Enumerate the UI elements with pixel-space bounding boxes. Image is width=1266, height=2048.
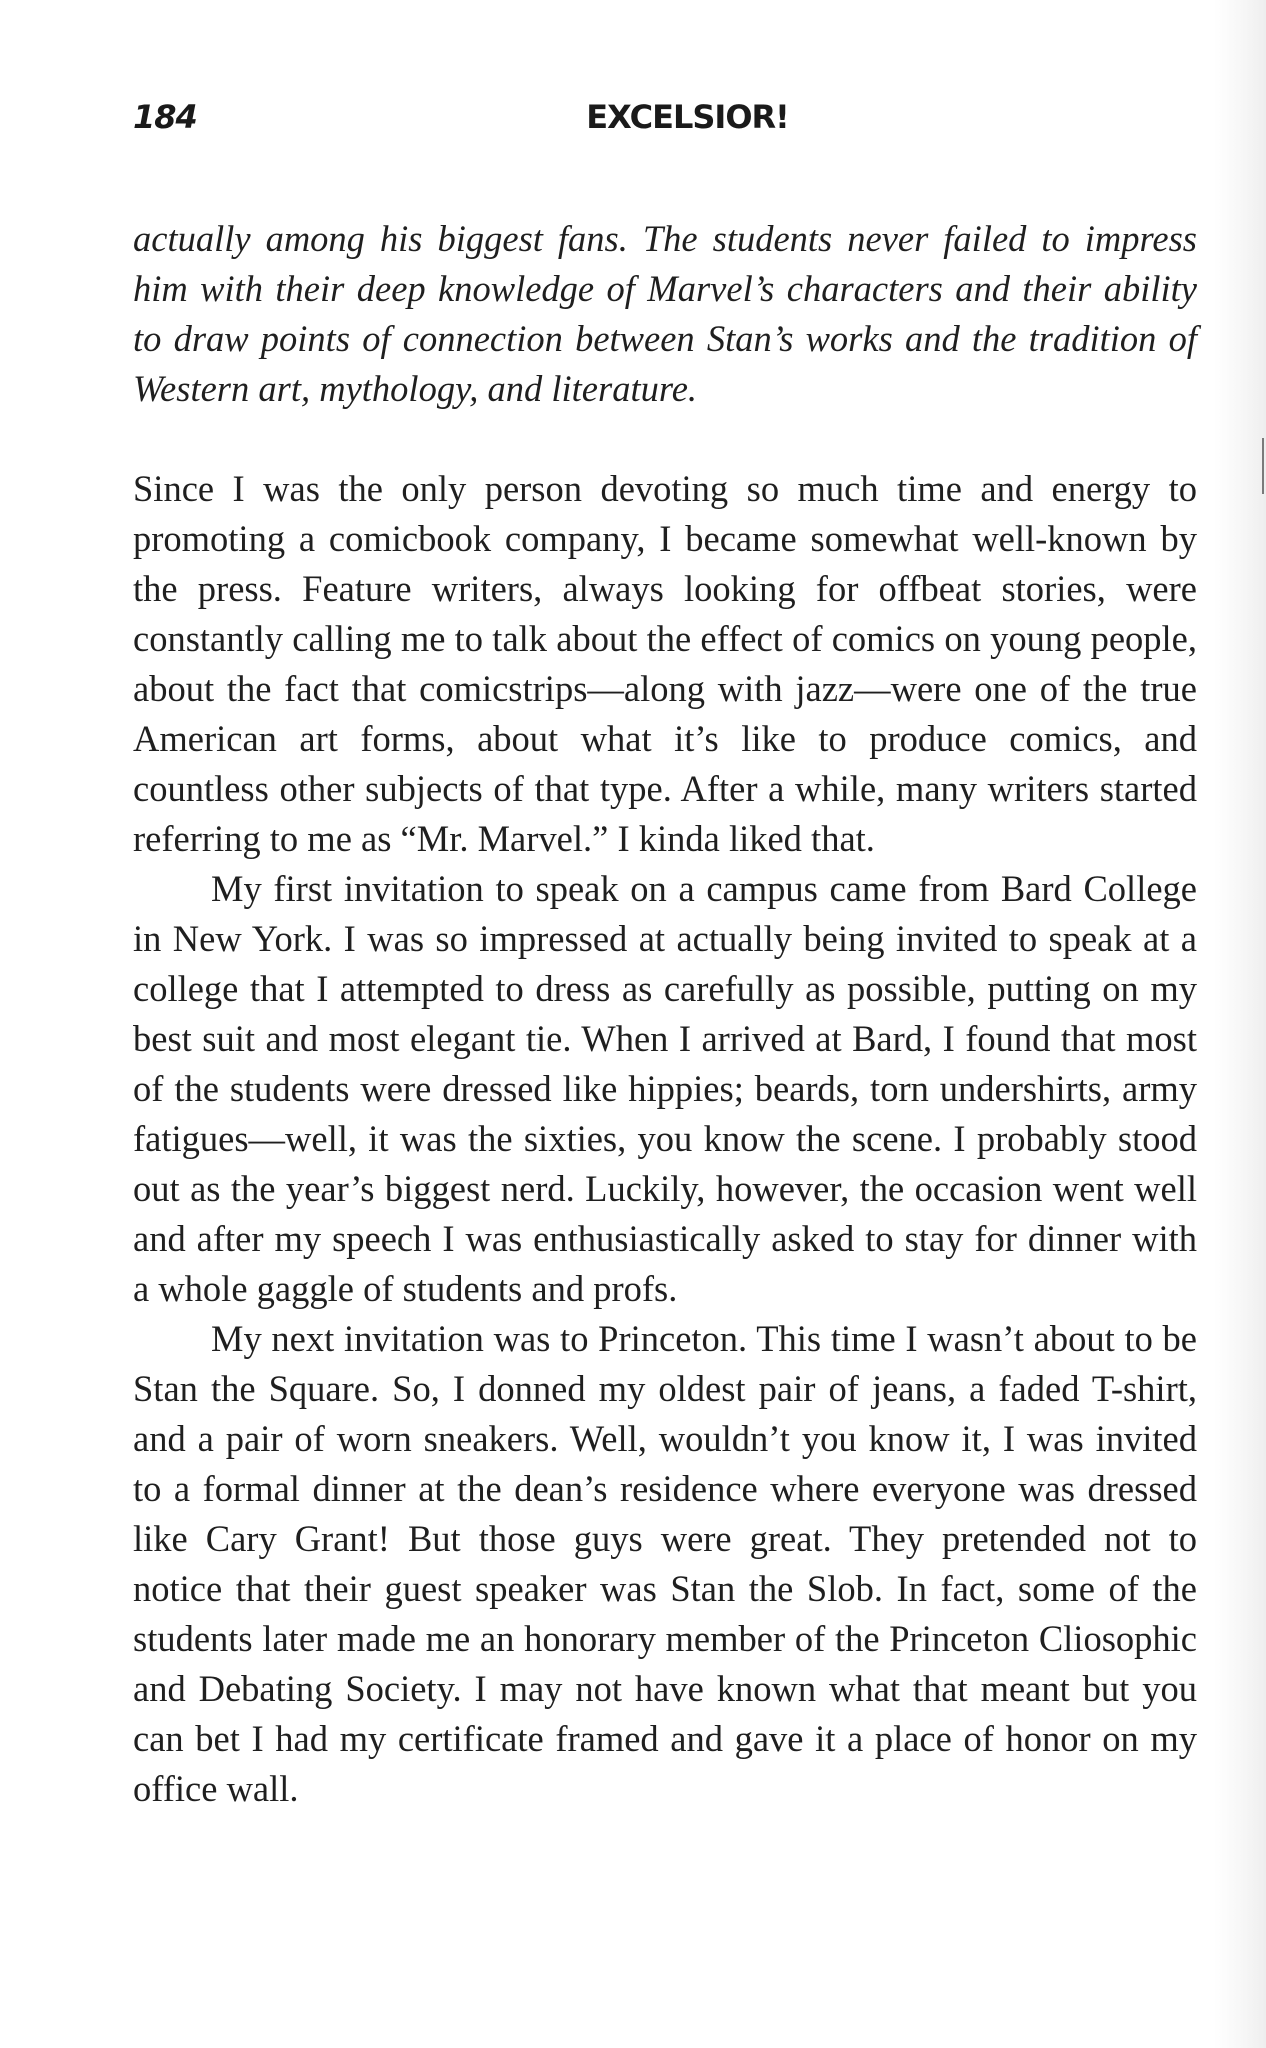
quote-continuation: actually among his biggest fans. The students never failed to impress him with their deep knowledge of Marvel’s characters and their ability to draw points of connection between Stan’s works and the tradition of Western art, mythology, and literature. (133, 218, 1197, 409)
page-number: 184 (133, 98, 197, 136)
book-title: EXCELSIOR! (586, 98, 789, 136)
body-text (133, 214, 1197, 1814)
paragraph-bard: My first invitation to speak on a campus came from Bard College in New York. I was so impressed at actually being invited to speak at a college that I attempted to dress as carefully as possible, putting on my best suit and most elegant tie. When I arrived at Bard, I found that most of the students were dressed like hippies; beards, torn undershirts, army fatigues—well, it was the sixties, you know the scene. I probably stood out as the year’s biggest nerd. Luckily, however, the occasion went well and after my speech I was enthusiastically asked to stay for dinner with a whole gaggle of students and profs. (133, 868, 1197, 1309)
running-head (133, 98, 1197, 148)
page-edge-mark (1262, 438, 1264, 494)
page-edge-shadow (1214, 0, 1266, 2048)
paragraph-princeton: My next invitation was to Princeton. This time I wasn’t about to be Stan the Square. So, I donned my oldest pair of jeans, a faded T-shirt, and a pair of worn sneakers. Well, wouldn’t you know it, I was invited to a formal dinner at the dean’s residence where everyone was dressed like Cary Grant! But those guys were great. They pretended not to notice that their guest speaker was Stan the Slob. In fact, some of the students later made me an honorary member of the Princeton Cliosophic and Debating Society. I may not have known what that meant but you can bet I had my certificate framed and gave it a place of honor on my office wall. (133, 1318, 1197, 1809)
paragraph-press: Since I was the only person devoting so much time and energy to promoting a comicbook company, I became somewhat well-known by the press. Feature writers, always looking for offbeat stories, were constantly calling me to talk about the effect of comics on young people, about the fact that comicstrips—along with jazz—were one of the true American art forms, about what it’s like to produce comics, and countless other subjects of that type. After a while, many writers started referring to me as “Mr. Marvel.” I kinda liked that. (133, 468, 1197, 859)
